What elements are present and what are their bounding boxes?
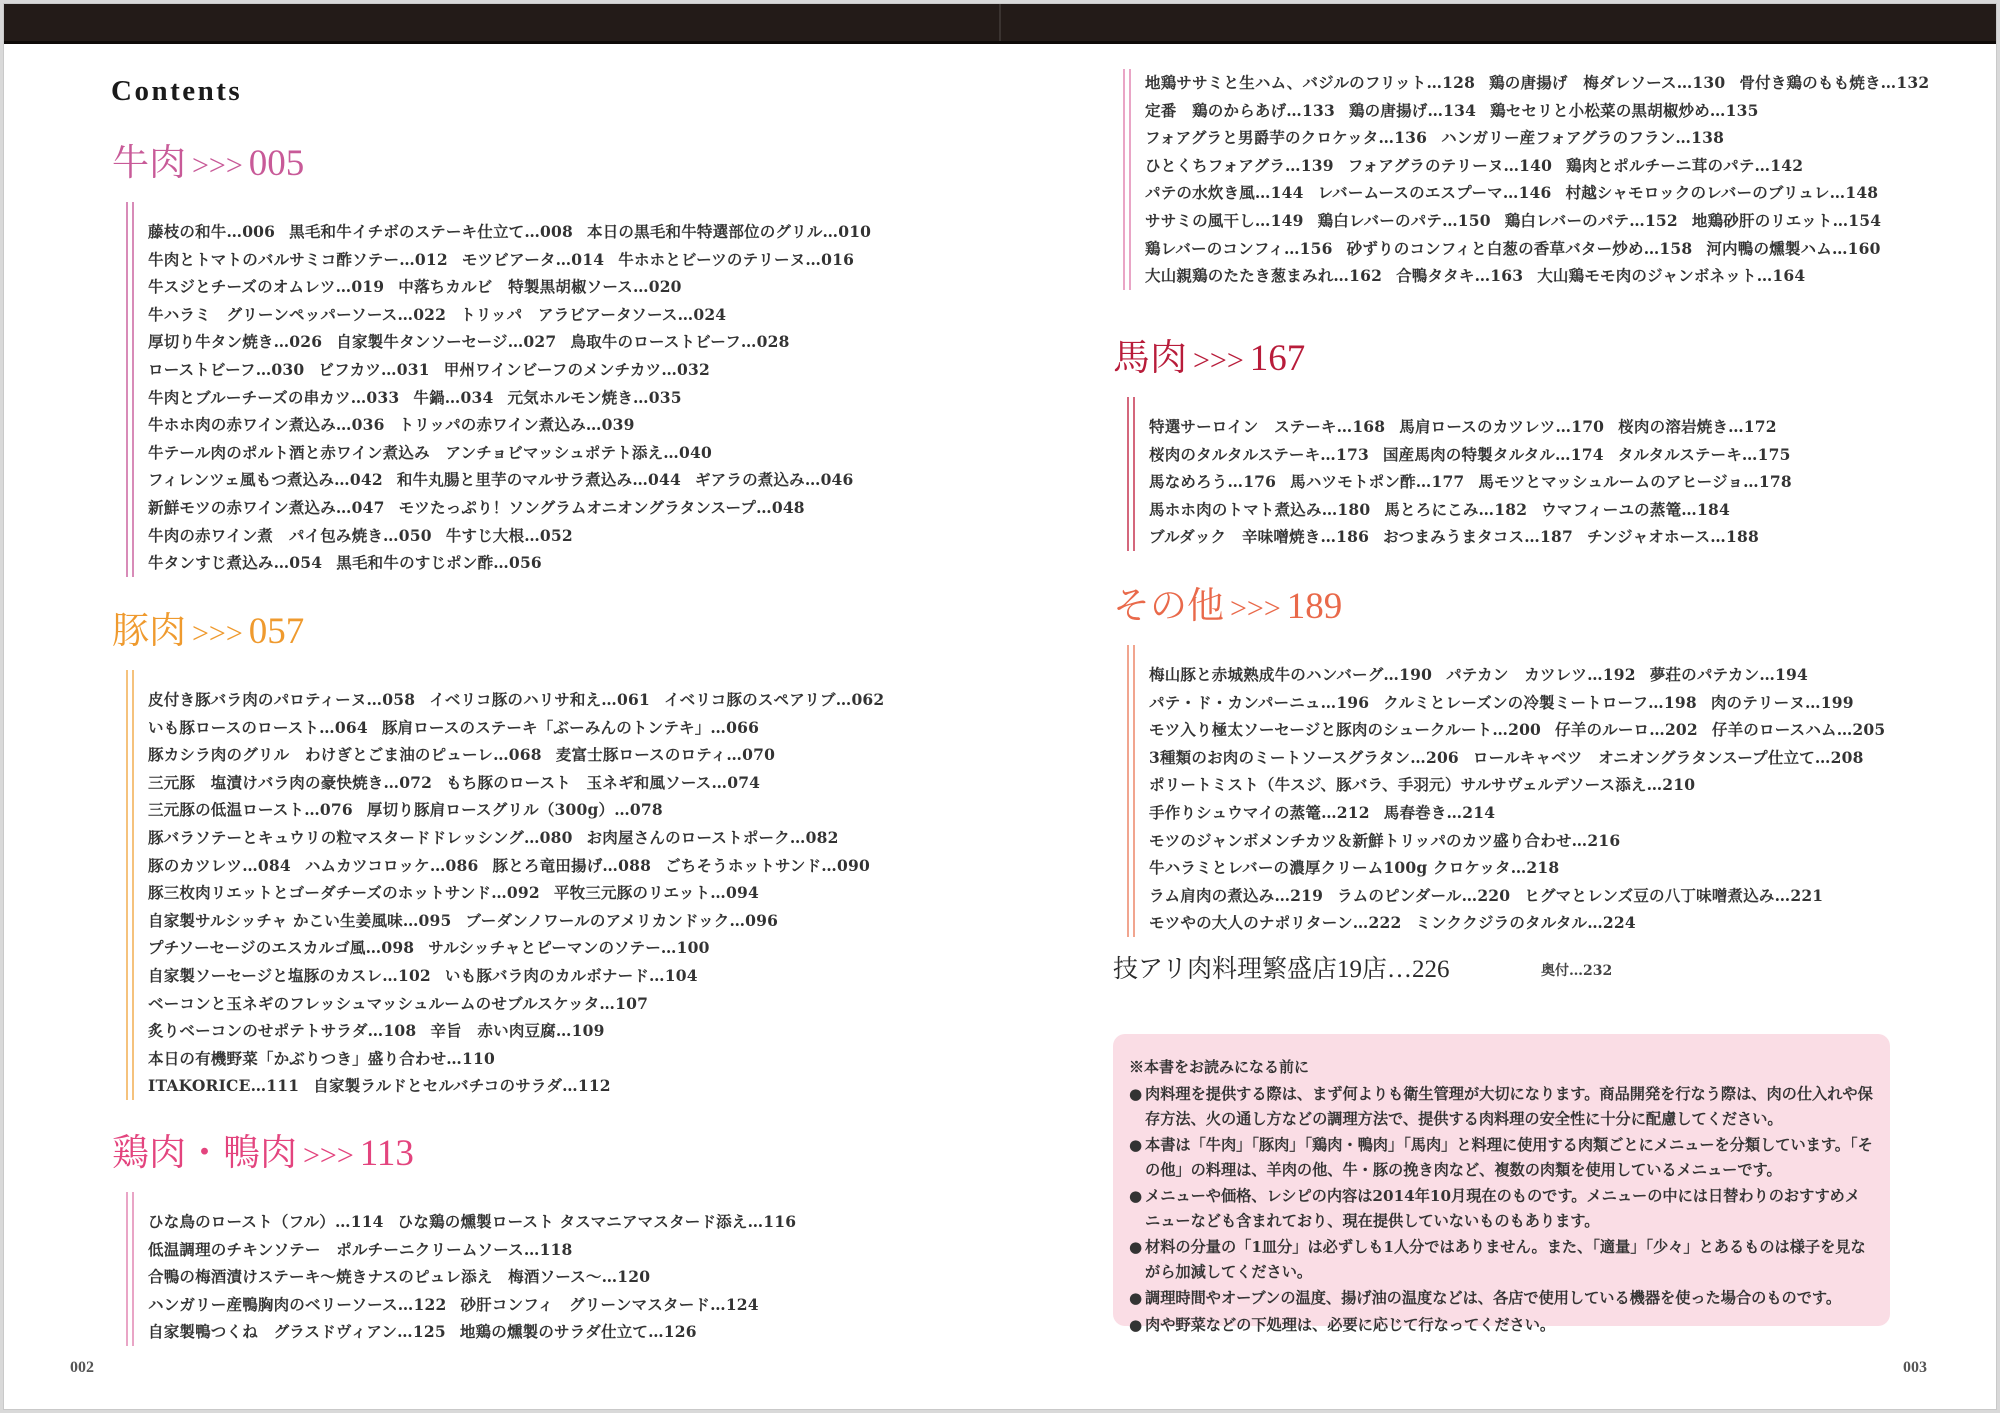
toc-entry[interactable]: ひな鳥のロースト（フル）…114 (148, 1212, 384, 1231)
toc-line (148, 934, 884, 962)
notice-item (1129, 1235, 1874, 1284)
section-arrows: >>> (192, 149, 243, 182)
toc-entry[interactable]: モツたっぷり！ソングラムオニオングラタンスープ…048 (398, 497, 805, 517)
toc-entry[interactable]: パテの水炊き風…144 (1145, 183, 1304, 203)
section-beef (112, 142, 871, 577)
toc-entry[interactable]: ロールキャベツ オニオングラタンスープ仕立て…208 (1472, 747, 1864, 767)
section-title: 牛肉 (112, 143, 186, 184)
toc-entry[interactable]: 河内鴨の燻製ハム…160 (1706, 238, 1881, 258)
toc-line (148, 796, 884, 824)
section-title: 鶏肉・鴨肉 (112, 1133, 297, 1174)
toc-line (148, 273, 871, 301)
toc-line (148, 1263, 796, 1291)
toc-entry[interactable]: 平牧三元豚のリエット…094 (553, 883, 759, 903)
toc-entry[interactable]: イベリコ豚のハリサ和え…061 (429, 690, 650, 709)
toc-entry[interactable]: 鶏白レバーのパテ…150 (1317, 210, 1491, 230)
section-heading-chicken[interactable] (112, 1132, 796, 1178)
section-title: その他 (1113, 586, 1224, 627)
toc-entry[interactable]: 鶏セセリと小松菜の黒胡椒炒め…135 (1490, 100, 1759, 120)
toc-entry[interactable]: ひとくちフォアグラ…139 (1145, 155, 1334, 175)
toc-line (148, 1318, 796, 1346)
toc-entry[interactable]: 地鶏の燻製のサラダ仕立て…126 (459, 1322, 697, 1342)
toc-line (1149, 716, 1885, 744)
gutter-line (999, 4, 1001, 41)
toc-entry[interactable]: ビフカツ…031 (318, 359, 430, 379)
toc-line (1149, 413, 1792, 441)
toc-entry[interactable]: ポリートミスト（牛スジ、豚バラ、手羽元）サルサヴェルデソース添え…210 (1149, 775, 1696, 795)
toc-entry[interactable]: ギアラの煮込み…046 (694, 470, 854, 490)
notice-text: 肉料理を提供する際は、まず何よりも衛生管理が大切になります。商品開発を行なう際は、肉の仕入れや保存方法、火の通し方などの調理方法で、提供する肉料理の安全性に十分に配慮してください。 (1145, 1085, 1873, 1128)
notice-item (1129, 1313, 1874, 1338)
toc-entry[interactable]: 馬春巻き…214 (1383, 802, 1496, 822)
toc-entry[interactable]: 牛タンすじ煮込み…054 (148, 553, 323, 573)
toc-entry[interactable]: ブーダンノワールのアメリカンドック…096 (465, 910, 779, 930)
toc-entry[interactable]: ITAKORICE…111 (148, 1076, 300, 1096)
section-page: 167 (1249, 338, 1306, 379)
top-bar (4, 4, 1996, 44)
toc-entry[interactable]: 黒毛和牛イチボのステーキ仕立て…008 (289, 222, 574, 241)
toc-entry[interactable]: 砂ずりのコンフィと白葱の香草バター炒め…158 (1346, 238, 1693, 258)
toc-entry[interactable]: 牛ホホとビーツのテリーヌ…016 (618, 249, 855, 269)
toc-entry[interactable]: いも豚バラ肉のカルボナード…104 (444, 965, 698, 985)
toc-entry[interactable]: 豚肩ロースのステーキ「ぶーみんのトンテキ」…066 (381, 717, 760, 737)
toc-entry[interactable]: 三元豚の低温ロースト…076 (148, 800, 353, 820)
toc-entry[interactable]: 桜肉のタルタルステーキ…173 (1149, 444, 1369, 464)
toc-line (1145, 69, 1929, 97)
section-arrows: >>> (303, 1139, 354, 1172)
toc-entry[interactable]: 牛鍋…034 (413, 387, 494, 407)
toc-entry[interactable]: 厚切り牛タン焼き…026 (148, 332, 323, 352)
toc-entry[interactable]: 骨付き鶏のもも焼き…132 (1739, 73, 1930, 92)
section-heading-horse[interactable] (1113, 337, 1792, 383)
toc-line (1149, 744, 1885, 772)
toc-entry[interactable]: ひな鶏の燻製ロースト タスマニアマスタード添え…116 (397, 1212, 797, 1231)
colophon-entry[interactable]: 奥付…232 (1541, 963, 1613, 979)
toc-entry[interactable]: フォアグラのテリーヌ…140 (1347, 155, 1553, 175)
toc-entry[interactable]: 牛肉とトマトのバルサミコ酢ソテー…012 (148, 249, 448, 269)
toc-line (1149, 689, 1885, 717)
notice-text: メニューや価格、レシピの内容は2014年10月現在のものです。メニューの中には日替わりのおすすめメニューなども含まれており、現在提供していないものもあります。 (1145, 1187, 1861, 1230)
notice-text: 材料の分量の「1皿分」は必ずしも1人分ではありません。また、「適量」「少々」とあるものは様子を見ながら加減してください。 (1145, 1238, 1866, 1281)
toc-entry[interactable]: いも豚ロースのロースト…064 (148, 717, 368, 737)
toc-line (148, 384, 871, 412)
toc-line (148, 879, 884, 907)
toc-entry[interactable]: 中落ちカルビ 特製黒胡椒ソース…020 (398, 277, 682, 297)
toc-entry[interactable]: 新鮮モツの赤ワイン煮込み…047 (148, 497, 385, 517)
toc-line (148, 439, 871, 467)
toc-entry[interactable]: 牛スジとチーズのオムレツ…019 (148, 277, 385, 297)
toc-line (148, 1017, 884, 1045)
toc-line (148, 714, 884, 742)
toc-line (1149, 854, 1885, 882)
toc-line (148, 218, 871, 246)
notice-text: 本書は「牛肉」「豚肉」「鶏肉・鴨肉」「馬肉」と料理に使用する肉類ごとにメニューを分類しています。「その他」の料理は、羊肉の他、牛・豚の挽き肉など、複数の肉類を使用しているメニューです。 (1145, 1136, 1873, 1179)
bullet-icon: ● (1129, 1289, 1143, 1307)
toc-entry[interactable]: 馬モツとマッシュルームのアヒージョ…178 (1478, 472, 1792, 492)
toc-entry[interactable]: 梅山豚と赤城熟成牛のハンバーグ…190 (1149, 665, 1433, 684)
toc-entry[interactable]: 肉のテリーヌ…199 (1710, 692, 1854, 712)
page-number-right: 003 (1903, 1359, 1927, 1376)
toc-entry[interactable]: 桜肉の溶岩焼き…172 (1618, 417, 1777, 436)
toc-line (148, 990, 884, 1018)
toc-entry[interactable]: 牛ハラミとレバーの濃厚クリーム100g クロケッタ…218 (1149, 858, 1560, 878)
toc-entry[interactable]: 砂肝コンフィ グリーンマスタード…124 (460, 1294, 759, 1314)
toc-entry[interactable]: 皮付き豚バラ肉のパロティーヌ…058 (148, 690, 416, 709)
toc-entry[interactable]: 特選サーロイン ステーキ…168 (1149, 417, 1386, 436)
left-page (4, 47, 1001, 1409)
section-horse (1113, 337, 1792, 551)
toc-entry[interactable]: 自家製牛タンソーセージ…027 (336, 332, 557, 352)
toc-entry[interactable]: タルタルステーキ…175 (1617, 444, 1791, 464)
toc-entry[interactable]: レバームースのエスプーマ…146 (1317, 183, 1552, 203)
section-chicken (112, 1132, 796, 1346)
toc-entry[interactable]: ベーコンと玉ネギのフレッシュマッシュルームのせブルスケッタ…107 (148, 993, 649, 1013)
toc-entry[interactable]: ローストビーフ…030 (148, 359, 305, 379)
toc-entry[interactable]: 鶏レバーのコンフィ…156 (1145, 238, 1333, 258)
section-body-pork (126, 670, 884, 1100)
toc-line (148, 411, 871, 439)
notice-item (1129, 1082, 1874, 1131)
toc-entry[interactable]: 地鶏ササミと生ハム、バジルのフリット…128 (1145, 73, 1476, 92)
toc-entry[interactable]: モツ入り極太ソーセージと豚肉のシュークルート…200 (1149, 720, 1542, 740)
toc-line (1149, 827, 1885, 855)
toc-entry[interactable]: 手作りシュウマイの蒸篭…212 (1149, 802, 1370, 822)
toc-line (148, 907, 884, 935)
toc-entry[interactable]: 牛肉の赤ワイン煮 パイ包み焼き…050 (148, 525, 432, 545)
toc-entry[interactable]: 豚三枚肉リエットとゴーダチーズのホットサンド…092 (148, 883, 540, 903)
toc-entry[interactable]: クルミとレーズンの冷製ミートローフ…198 (1383, 692, 1697, 712)
notice-text: 調理時間やオーブンの温度、揚げ油の温度などは、各店で使用している機器を使った場合のものです。 (1145, 1289, 1842, 1307)
toc-entry[interactable]: 本日の黒毛和牛特選部位のグリル…010 (587, 222, 872, 241)
bullet-icon: ● (1129, 1315, 1143, 1334)
toc-line (1145, 124, 1929, 152)
toc-entry[interactable]: 牛テール肉のポルト酒と赤ワイン煮込み アンチョビマッシュポテト添え…040 (148, 442, 712, 462)
toc-entry[interactable]: 馬ハツモトポン酢…177 (1290, 472, 1465, 492)
toc-entry[interactable]: 仔羊のルーロ…202 (1555, 720, 1698, 740)
toc-entry[interactable]: 牛ホホ肉の赤ワイン煮込み…036 (148, 415, 385, 435)
toc-line (1149, 441, 1792, 469)
toc-entry[interactable]: 馬なめろう…176 (1149, 472, 1277, 492)
toc-entry[interactable]: 本日の有機野菜「かぶりつき」盛り合わせ…110 (148, 1048, 495, 1068)
toc-entry[interactable]: 甲州ワインビーフのメンチカツ…032 (443, 359, 710, 379)
toc-entry[interactable]: 厚切り豚肩ロースグリル（300g）…078 (366, 800, 663, 820)
notice-box (1113, 1034, 1890, 1334)
toc-line (1145, 179, 1929, 207)
toc-line (1149, 468, 1792, 496)
section-body-horse (1127, 397, 1792, 551)
toc-entry[interactable]: 自家製ソーセージと塩豚のカスレ…102 (148, 965, 431, 985)
toc-entry[interactable]: 三元豚 塩漬けバラ肉の豪快焼き…072 (148, 772, 433, 792)
toc-entry[interactable]: 自家製サルシッチャ かこい生姜風味…095 (148, 910, 452, 930)
toc-line (148, 328, 871, 356)
toc-entry[interactable]: 仔羊のロースハム…205 (1711, 720, 1886, 740)
section-heading-pork[interactable] (112, 610, 884, 656)
toc-line (1145, 235, 1929, 263)
toc-line (148, 824, 884, 852)
toc-entry[interactable]: ラムのピンダール…220 (1337, 885, 1511, 905)
toc-line (148, 852, 884, 880)
toc-entry[interactable]: 合鴨タタキ…163 (1396, 266, 1524, 286)
toc-line (1145, 262, 1929, 290)
toc-entry[interactable]: 鶏の唐揚げ 梅ダレソース…130 (1489, 73, 1726, 92)
section-page: 057 (248, 611, 305, 652)
toc-entry[interactable]: もち豚のロースト 玉ネギ和風ソース…074 (446, 772, 761, 792)
toc-entry[interactable]: パテ・ド・カンパーニュ…196 (1149, 692, 1370, 712)
toc-line (148, 1072, 884, 1100)
toc-entry[interactable]: モツのジャンボメンチカツ＆新鮮トリッパのカツ盛り合わせ…216 (1149, 830, 1621, 850)
section-arrows: >>> (1230, 592, 1281, 625)
toc-entry[interactable]: 夢荘のパテカン…194 (1649, 665, 1808, 684)
section-body-chicken (126, 1192, 796, 1346)
toc-entry[interactable]: 国産馬肉の特製タルタル…174 (1382, 444, 1604, 464)
toc-entry[interactable]: 豚のカツレツ…084 (148, 855, 291, 875)
toc-entry[interactable]: 鶏の唐揚げ…134 (1348, 100, 1477, 120)
bullet-icon: ● (1129, 1238, 1143, 1256)
toc-line (1149, 771, 1885, 799)
toc-entry[interactable]: 黒毛和牛のすじポン酢…056 (336, 553, 542, 573)
toc-entry[interactable]: 麦富士豚ロースのロティ…070 (555, 745, 776, 765)
section-body-beef (126, 202, 871, 577)
toc-entry[interactable]: モツやの大人のナポリターン…222 (1149, 913, 1402, 933)
toc-entry[interactable]: 和牛丸腸と里芋のマルサラ煮込み…044 (396, 470, 681, 490)
toc-entry[interactable]: プチソーセージのエスカルゴ風…098 (148, 938, 415, 958)
section-chicken-continued (1109, 69, 1929, 290)
section-body-chicken-continued (1123, 69, 1929, 290)
toc-entry[interactable]: イベリコ豚のスペアリブ…062 (663, 690, 885, 709)
toc-entry[interactable]: 低温調理のチキンソテー ポルチーニクリームソース…118 (148, 1239, 573, 1259)
toc-entry[interactable]: トリッパの赤ワイン煮込み…039 (398, 415, 635, 435)
section-arrows: >>> (1193, 344, 1244, 377)
toc-entry[interactable]: 元気ホルモン焼き…035 (507, 387, 682, 407)
toc-entry[interactable]: 村越シャモロックのレバーのブリュレ…148 (1565, 183, 1879, 203)
toc-entry[interactable]: サルシッチャとピーマンのソテー…100 (428, 938, 710, 958)
toc-entry[interactable]: ごちそうホットサンド…090 (665, 855, 870, 875)
toc-line (148, 301, 871, 329)
toc-line (1149, 523, 1792, 551)
toc-line (148, 769, 884, 797)
toc-entry[interactable]: 豚カシラ肉のグリル わけぎとごま油のピューレ…068 (148, 745, 542, 765)
toc-entry[interactable]: ブルダック 辛味噌焼き…186 (1149, 527, 1370, 547)
toc-entry[interactable]: 大山親鶏のたたき葱まみれ…162 (1145, 266, 1383, 286)
notice-title: ※本書をお読みになる前に (1129, 1058, 1310, 1076)
toc-line (148, 962, 884, 990)
toc-line (1145, 152, 1929, 180)
toc-line (148, 356, 871, 384)
toc-entry[interactable]: チンジャオホース…188 (1586, 527, 1759, 547)
notice-text: 肉や野菜などの下処理は、必要に応じて行なってください。 (1145, 1315, 1556, 1334)
toc-entry[interactable]: 牛肉とブルーチーズの串カツ…033 (148, 387, 400, 407)
toc-line (1149, 909, 1885, 937)
toc-line (148, 1236, 796, 1264)
section-pork (112, 610, 884, 1100)
section-other (1113, 585, 1885, 937)
bullet-icon: ● (1129, 1085, 1143, 1103)
toc-line (148, 494, 871, 522)
toc-line (1149, 661, 1885, 689)
toc-entry[interactable]: ハムカツコロッケ…086 (304, 855, 479, 875)
notice-item (1129, 1286, 1874, 1311)
notice-item (1129, 1133, 1874, 1182)
toc-entry[interactable]: 藤枝の和牛…006 (148, 222, 276, 241)
toc-line (1149, 799, 1885, 827)
notice-item (1129, 1184, 1874, 1233)
toc-entry[interactable]: 鶏肉とポルチーニ茸のパテ…142 (1566, 155, 1804, 175)
right-page (1001, 47, 1998, 1409)
toc-entry[interactable]: 馬ホホ肉のトマト煮込み…180 (1149, 499, 1371, 519)
toc-entry[interactable]: ハンガリー産鴨胸肉のベリーソース…122 (148, 1294, 447, 1314)
section-arrows: >>> (192, 617, 243, 650)
notice-list (1129, 1082, 1874, 1337)
toc-line (148, 741, 884, 769)
toc-entry[interactable]: ウマフィーユの蒸篭…184 (1541, 499, 1730, 519)
toc-line (1145, 207, 1929, 235)
toc-entry[interactable]: 炙りベーコンのせポテトサラダ…108 (148, 1021, 417, 1041)
toc-entry[interactable]: トリッパ アラビアータソース…024 (460, 304, 727, 324)
toc-entry[interactable]: 牛ハラミ グリーンペッパーソース…022 (148, 304, 447, 324)
toc-line (148, 246, 871, 274)
toc-entry[interactable]: モツビアータ…014 (461, 249, 605, 269)
section-body-other (1127, 645, 1885, 937)
toc-line (148, 1291, 796, 1319)
toc-entry[interactable]: 辛旨 赤い肉豆腐…109 (430, 1021, 605, 1041)
toc-entry[interactable]: 地鶏砂肝のリエット…154 (1691, 210, 1882, 230)
contents-title: Contents (111, 75, 243, 107)
section-page: 005 (248, 143, 305, 184)
toc-line (148, 522, 871, 550)
section-title: 馬肉 (1113, 338, 1187, 379)
toc-entry[interactable]: パテカン カツレツ…192 (1446, 665, 1636, 684)
toc-line (148, 466, 871, 494)
toc-entry[interactable]: ササミの風干し…149 (1145, 210, 1304, 230)
toc-entry[interactable]: ミンククジラのタルタル…224 (1415, 913, 1636, 933)
bullet-icon: ● (1129, 1136, 1143, 1154)
section-title: 豚肉 (112, 611, 186, 652)
toc-entry[interactable]: フォアグラと男爵芋のクロケッタ…136 (1145, 128, 1428, 148)
toc-line (148, 1208, 796, 1236)
toc-entry[interactable]: おつまみうまタコス…187 (1383, 527, 1573, 547)
toc-entry[interactable]: 合鴨の梅酒漬けステーキ～焼きナスのピュレ添え 梅酒ソース～…120 (148, 1267, 651, 1287)
toc-line (1149, 882, 1885, 910)
page-number-left: 002 (70, 1359, 94, 1376)
toc-entry[interactable]: 大山鶏モモ肉のジャンボネット…164 (1537, 266, 1806, 286)
section-heading-beef[interactable] (112, 142, 871, 188)
toc-entry[interactable]: ヒグマとレンズ豆の八丁味噌煮込み…221 (1524, 885, 1824, 905)
toc-entry[interactable]: 豚バラソテーとキュウリの粒マスタードドレッシング…080 (148, 827, 573, 847)
toc-line (148, 686, 884, 714)
shops-entry[interactable]: 技アリ肉料理繁盛店19店…226 (1113, 956, 1450, 983)
toc-line (148, 549, 871, 577)
toc-entry[interactable]: 馬肩ロースのカツレツ…170 (1399, 417, 1605, 436)
toc-entry[interactable]: 牛すじ大根…052 (445, 525, 573, 545)
toc-entry[interactable]: ハンガリー産フォアグラのフラン…138 (1441, 128, 1725, 148)
toc-entry[interactable]: 自家製鴨つくね グラスドヴィアン…125 (148, 1322, 446, 1342)
section-page: 113 (359, 1133, 414, 1174)
section-page: 189 (1286, 586, 1343, 627)
toc-entry[interactable]: 豚とろ竜田揚げ…088 (492, 855, 652, 875)
toc-entry[interactable]: 鶏白レバーのパテ…152 (1504, 210, 1678, 230)
toc-entry[interactable]: 自家製ラルドとセルバチコのサラダ…112 (313, 1076, 611, 1096)
toc-entry[interactable]: 3種類のお肉のミートソースグラタン…206 (1149, 747, 1459, 767)
toc-entry[interactable]: フィレンツェ風もつ煮込み…042 (148, 470, 383, 490)
toc-entry[interactable]: 馬とろにこみ…182 (1384, 499, 1528, 519)
toc-entry[interactable]: ラム肩肉の煮込み…219 (1149, 885, 1324, 905)
toc-line (1145, 97, 1929, 125)
toc-entry[interactable]: お肉屋さんのローストポーク…082 (586, 827, 839, 847)
toc-line (148, 1045, 884, 1073)
section-heading-other[interactable] (1113, 585, 1885, 631)
book-spread (3, 3, 1997, 1410)
toc-entry[interactable]: 定番 鶏のからあげ…133 (1145, 100, 1335, 120)
toc-line (1149, 496, 1792, 524)
bullet-icon: ● (1129, 1187, 1143, 1205)
toc-entry[interactable]: 鳥取牛のローストビーフ…028 (570, 332, 790, 352)
